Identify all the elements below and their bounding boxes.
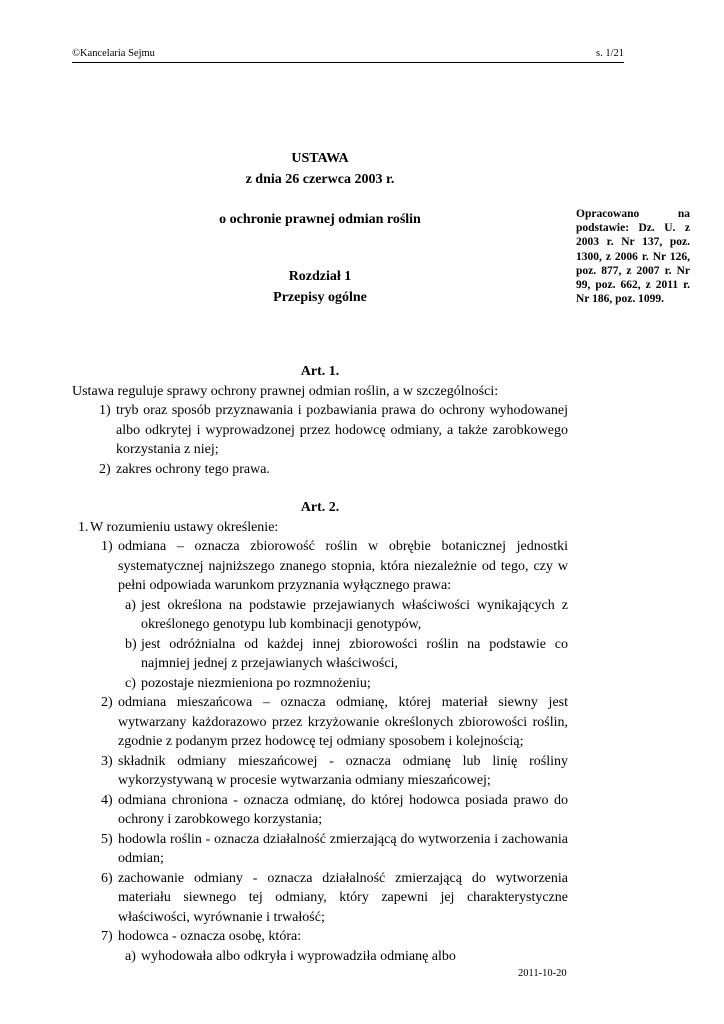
act-subject: o ochronie prawnej odmian roślin: [219, 212, 421, 227]
document-body: [72, 362, 568, 966]
section-item: [78, 518, 568, 538]
letter-marker: c): [125, 675, 136, 691]
list-item: [101, 752, 568, 791]
letter-item: [125, 674, 568, 694]
page-header: [72, 48, 624, 63]
item-text: tryb oraz sposób przyznawania i pozbawiania prawa do ochrony wyhodowanej albo odkrytej i wyprowadzonej przez hodowcę odmiany, a także zarobkowego korzystania z niej;: [116, 403, 568, 457]
item-number: 2): [99, 461, 111, 477]
item-number: 1): [99, 403, 111, 418]
letter-marker: b): [125, 636, 137, 652]
item-text: zakres ochrony tego prawa.: [116, 461, 270, 477]
letter-text: pozostaje niezmieniona po rozmnożeniu;: [141, 675, 371, 691]
item-text: hodowca - oznacza osobę, która:: [118, 929, 302, 944]
item-number: 2): [101, 695, 113, 710]
article-intro: Ustawa reguluje sprawy ochrony prawnej odmian roślin, a w szczególności:: [72, 383, 499, 399]
list-item: [101, 537, 568, 596]
item-text: odmiana chroniona - oznacza odmianę, do której hodowca posiada prawo do ochrony i zarobkowego korzystania;: [118, 792, 568, 827]
list-item: [101, 927, 568, 947]
letter-item: [125, 635, 568, 674]
article-heading: Art. 1.: [300, 364, 340, 379]
item-number: 3): [101, 753, 113, 769]
item-text: zachowanie odmiany - oznacza działalność zmierzającą do wytworzenia materiału siewnego tej odmiany, który zapewni jej charakterystyczne właściwości, wyrównanie i trwałość;: [118, 870, 568, 925]
letter-marker: a): [125, 597, 136, 613]
letter-marker: a): [125, 948, 136, 964]
item-text: hodowla roślin - oznacza działalność zmierzającą do wytworzenia i zachowania odmian;: [118, 831, 568, 866]
section-text: W rozumieniu ustawy określenie:: [90, 519, 279, 535]
list-item: [101, 869, 568, 928]
source-note: Opracowano na podstawie: Dz. U. z 2003 r. Nr 137, poz. 1300, z 2006 r. Nr 126, poz. 877, z 2007 r. Nr 99, poz. 662, z 2011 r. Nr 186, poz. 1099.: [576, 208, 690, 306]
letter-item: [125, 947, 568, 967]
letter-text: jest odróżnialna od każdej innej zbiorowości roślin na podstawie co najmniej jednej z przejawianych właściwości,: [141, 636, 568, 671]
list-item: [99, 460, 568, 480]
section-number: 1.: [78, 519, 89, 535]
item-number: 7): [101, 929, 113, 944]
item-number: 1): [101, 539, 113, 554]
footer-date: 2011-10-20: [518, 968, 567, 979]
item-text: odmiana mieszańcowa – oznacza odmianę, której materiał siewny jest wytwarzany każdorazowo przez krzyżowanie określonych zbiorowości roślin, zgodnie z podanym przez hodowcę tej odmiany sposobem i kolejnością;: [118, 695, 568, 749]
list-item: [101, 693, 568, 752]
item-text: składnik odmiany mieszańcowej - oznacza odmianę lub linię rośliny wykorzystywaną w procesie wytwarzania odmiany mieszańcowej;: [118, 753, 568, 788]
list-item: [101, 830, 568, 869]
publisher-label: ©Kancelaria Sejmu: [72, 48, 155, 59]
list-item: [99, 401, 568, 460]
item-number: 4): [101, 792, 113, 808]
act-type: USTAWA: [291, 151, 349, 166]
letter-text: wyhodowała albo odkryła i wyprowadziła odmianę albo: [141, 948, 456, 964]
letter-item: [125, 596, 568, 635]
act-date: z dnia 26 czerwca 2003 r.: [245, 172, 395, 187]
article-heading: Art. 2.: [300, 500, 340, 515]
item-text: odmiana – oznacza zbiorowość roślin w obrębie botanicznej jednostki systematycznej najniższego znanego stopnia, która niezależnie od tego, czy w pełni odpowiada warunkom przyznania wyłącznego prawa:: [118, 539, 568, 593]
letter-text: jest określona na podstawie przejawianych właściwości wynikających z określonego genotypu lub kombinacji genotypów,: [141, 597, 568, 632]
chapter-title: Przepisy ogólne: [273, 290, 367, 305]
list-item: [101, 791, 568, 830]
chapter-number: Rozdział 1: [288, 269, 352, 284]
item-number: 5): [101, 831, 113, 847]
page-number: s. 1/21: [595, 48, 624, 59]
item-number: 6): [101, 870, 113, 886]
